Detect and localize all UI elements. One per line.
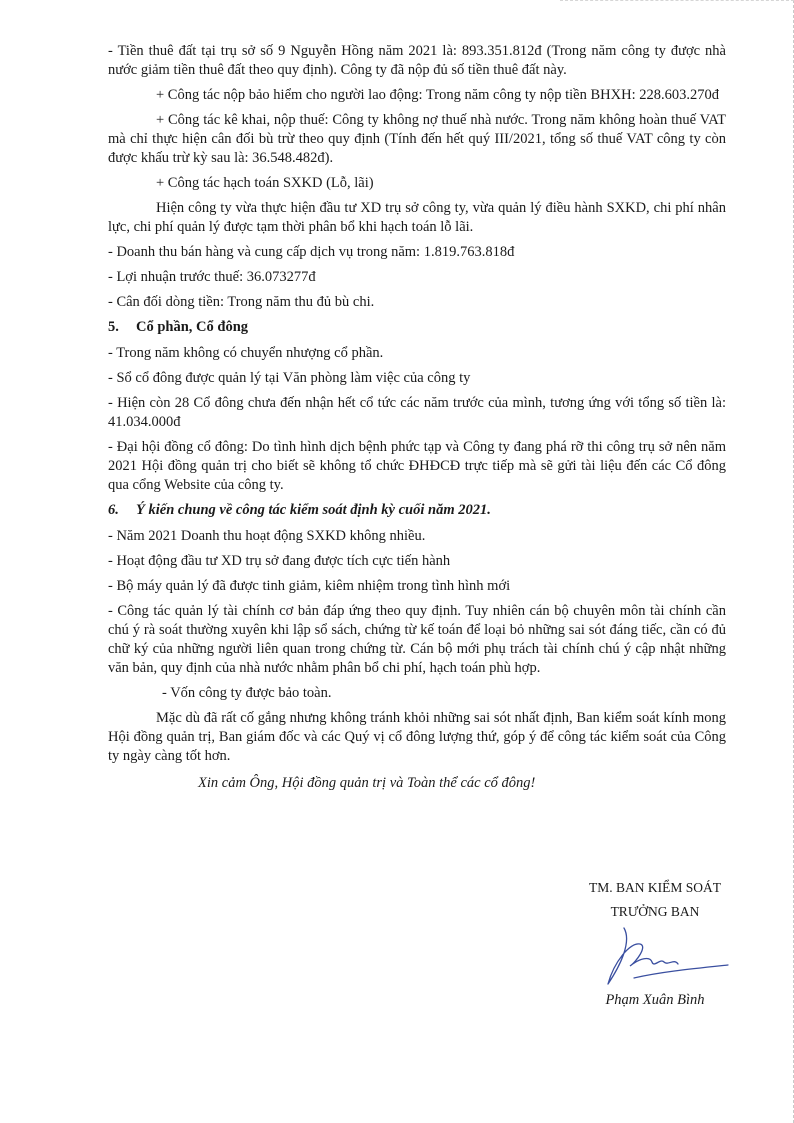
handwritten-signature	[580, 922, 730, 992]
paragraph-accounting-heading: + Công tác hạch toán SXKD (Lỗ, lãi)	[156, 175, 374, 191]
section-6-capital-note: - Vốn công ty được bảo toàn.	[162, 685, 332, 701]
paragraph-tax: + Công tác kê khai, nộp thuế: Công ty không nợ thuế nhà nước. Trong năm không hoàn thuế VAT mà chỉ thực hiện cân đối bù trừ theo quy định (Tính đến hết quý III/2021, tổng số thuế VAT công ty còn được khấu trừ kỳ sau là: 36.548.482đ).	[108, 112, 726, 166]
section-5-item: - Sổ cổ đông được quản lý tại Văn phòng làm việc của công ty	[108, 370, 471, 386]
paragraph-revenue: - Doanh thu bán hàng và cung cấp dịch vụ trong năm: 1.819.763.818đ	[108, 244, 515, 260]
section-5-item: - Trong năm không có chuyển nhượng cổ phần.	[108, 345, 384, 361]
section-5-heading	[108, 318, 726, 337]
signature-block	[560, 878, 750, 1010]
signature-role: TRƯỞNG BAN	[610, 904, 700, 919]
page-edge-top	[560, 0, 794, 2]
section-6-item: - Năm 2021 Doanh thu hoạt động SXKD không nhiều.	[108, 528, 426, 544]
paragraph-profit: - Lợi nhuận trước thuế: 36.073277đ	[108, 269, 316, 285]
document-body	[108, 42, 726, 799]
signature-underline	[634, 965, 728, 978]
section-5-item: - Đại hội đồng cổ đông: Do tình hình dịch bệnh phức tạp và Công ty đang phá rỡ thi công trụ sở nên năm 2021 Hội đồng quản trị cho biết sẽ không tổ chức ĐHĐCĐ trực tiếp mà sẽ gửi tài liệu đến các Cổ đông qua cổng Website của công ty.	[108, 439, 726, 493]
section-6-item: - Hoạt động đầu tư XD trụ sở đang được tích cực tiến hành	[108, 553, 451, 569]
section-5-item: - Hiện còn 28 Cổ đông chưa đến nhận hết cổ tức các năm trước của mình, tương ứng với tổng số tiền là: 41.034.000đ	[108, 395, 726, 430]
closing-line: Xin cảm Ông, Hội đồng quản trị và Toàn thể các cổ đông!	[198, 775, 536, 791]
paragraph-insurance: + Công tác nộp bảo hiểm cho người lao động: Trong năm công ty nộp tiền BHXH: 228.603.270đ	[156, 87, 719, 103]
paragraph-accounting-note: Hiện công ty vừa thực hiện đầu tư XD trụ sở công ty, vừa quản lý điều hành SXKD, chi phí nhân lực, chi phí quản lý được tạm thời phân bổ khi hạch toán lỗ lãi.	[108, 200, 726, 235]
conclusion-paragraph: Mặc dù đã rất cố gắng nhưng không tránh khỏi những sai sót nhất định, Ban kiểm soát kính mong Hội đồng quản trị, Ban giám đốc và các Quý vị cổ đông lượng thứ, góp ý để công tác kiểm soát của Công ty ngày càng tốt hơn.	[108, 710, 726, 764]
section-5-number: 5.	[108, 319, 119, 335]
signature-org: TM. BAN KIỂM SOÁT	[588, 880, 721, 895]
paragraph-land-rent: - Tiền thuê đất tại trụ sở số 9 Nguyễn Hồng năm 2021 là: 893.351.812đ (Trong năm công ty được nhà nước giảm tiền thuê đất theo quy định). Công ty đã nộp đủ số tiền thuê đất này.	[108, 43, 726, 78]
section-6-heading	[108, 501, 726, 520]
section-6-number: 6.	[108, 502, 119, 518]
section-6-item: - Bộ máy quản lý đã được tinh giảm, kiêm nhiệm trong tình hình mới	[108, 578, 511, 594]
section-6-item: - Công tác quản lý tài chính cơ bản đáp ứng theo quy định. Tuy nhiên cán bộ chuyên môn tài chính cần chú ý rà soát thường xuyên khi lập sổ sách, chứng từ kế toán để loại bỏ những sai sót đáng tiếc, cần có đủ chữ ký của những người liên quan trong chứng từ. Cán bộ mới phụ trách tài chính chú ý cập nhật những văn bản, quy định của nhà nước nhằm phân bổ chi phí, hạch toán phù hợp.	[108, 603, 726, 676]
section-6-title: Ý kiến chung về công tác kiểm soát định kỳ cuối năm 2021.	[136, 502, 491, 518]
paragraph-cashflow: - Cân đối dòng tiền: Trong năm thu đủ bù chi.	[108, 294, 375, 310]
section-5-title: Cổ phần, Cổ đông	[136, 319, 249, 335]
signer-name: Phạm Xuân Bình	[605, 992, 705, 1008]
